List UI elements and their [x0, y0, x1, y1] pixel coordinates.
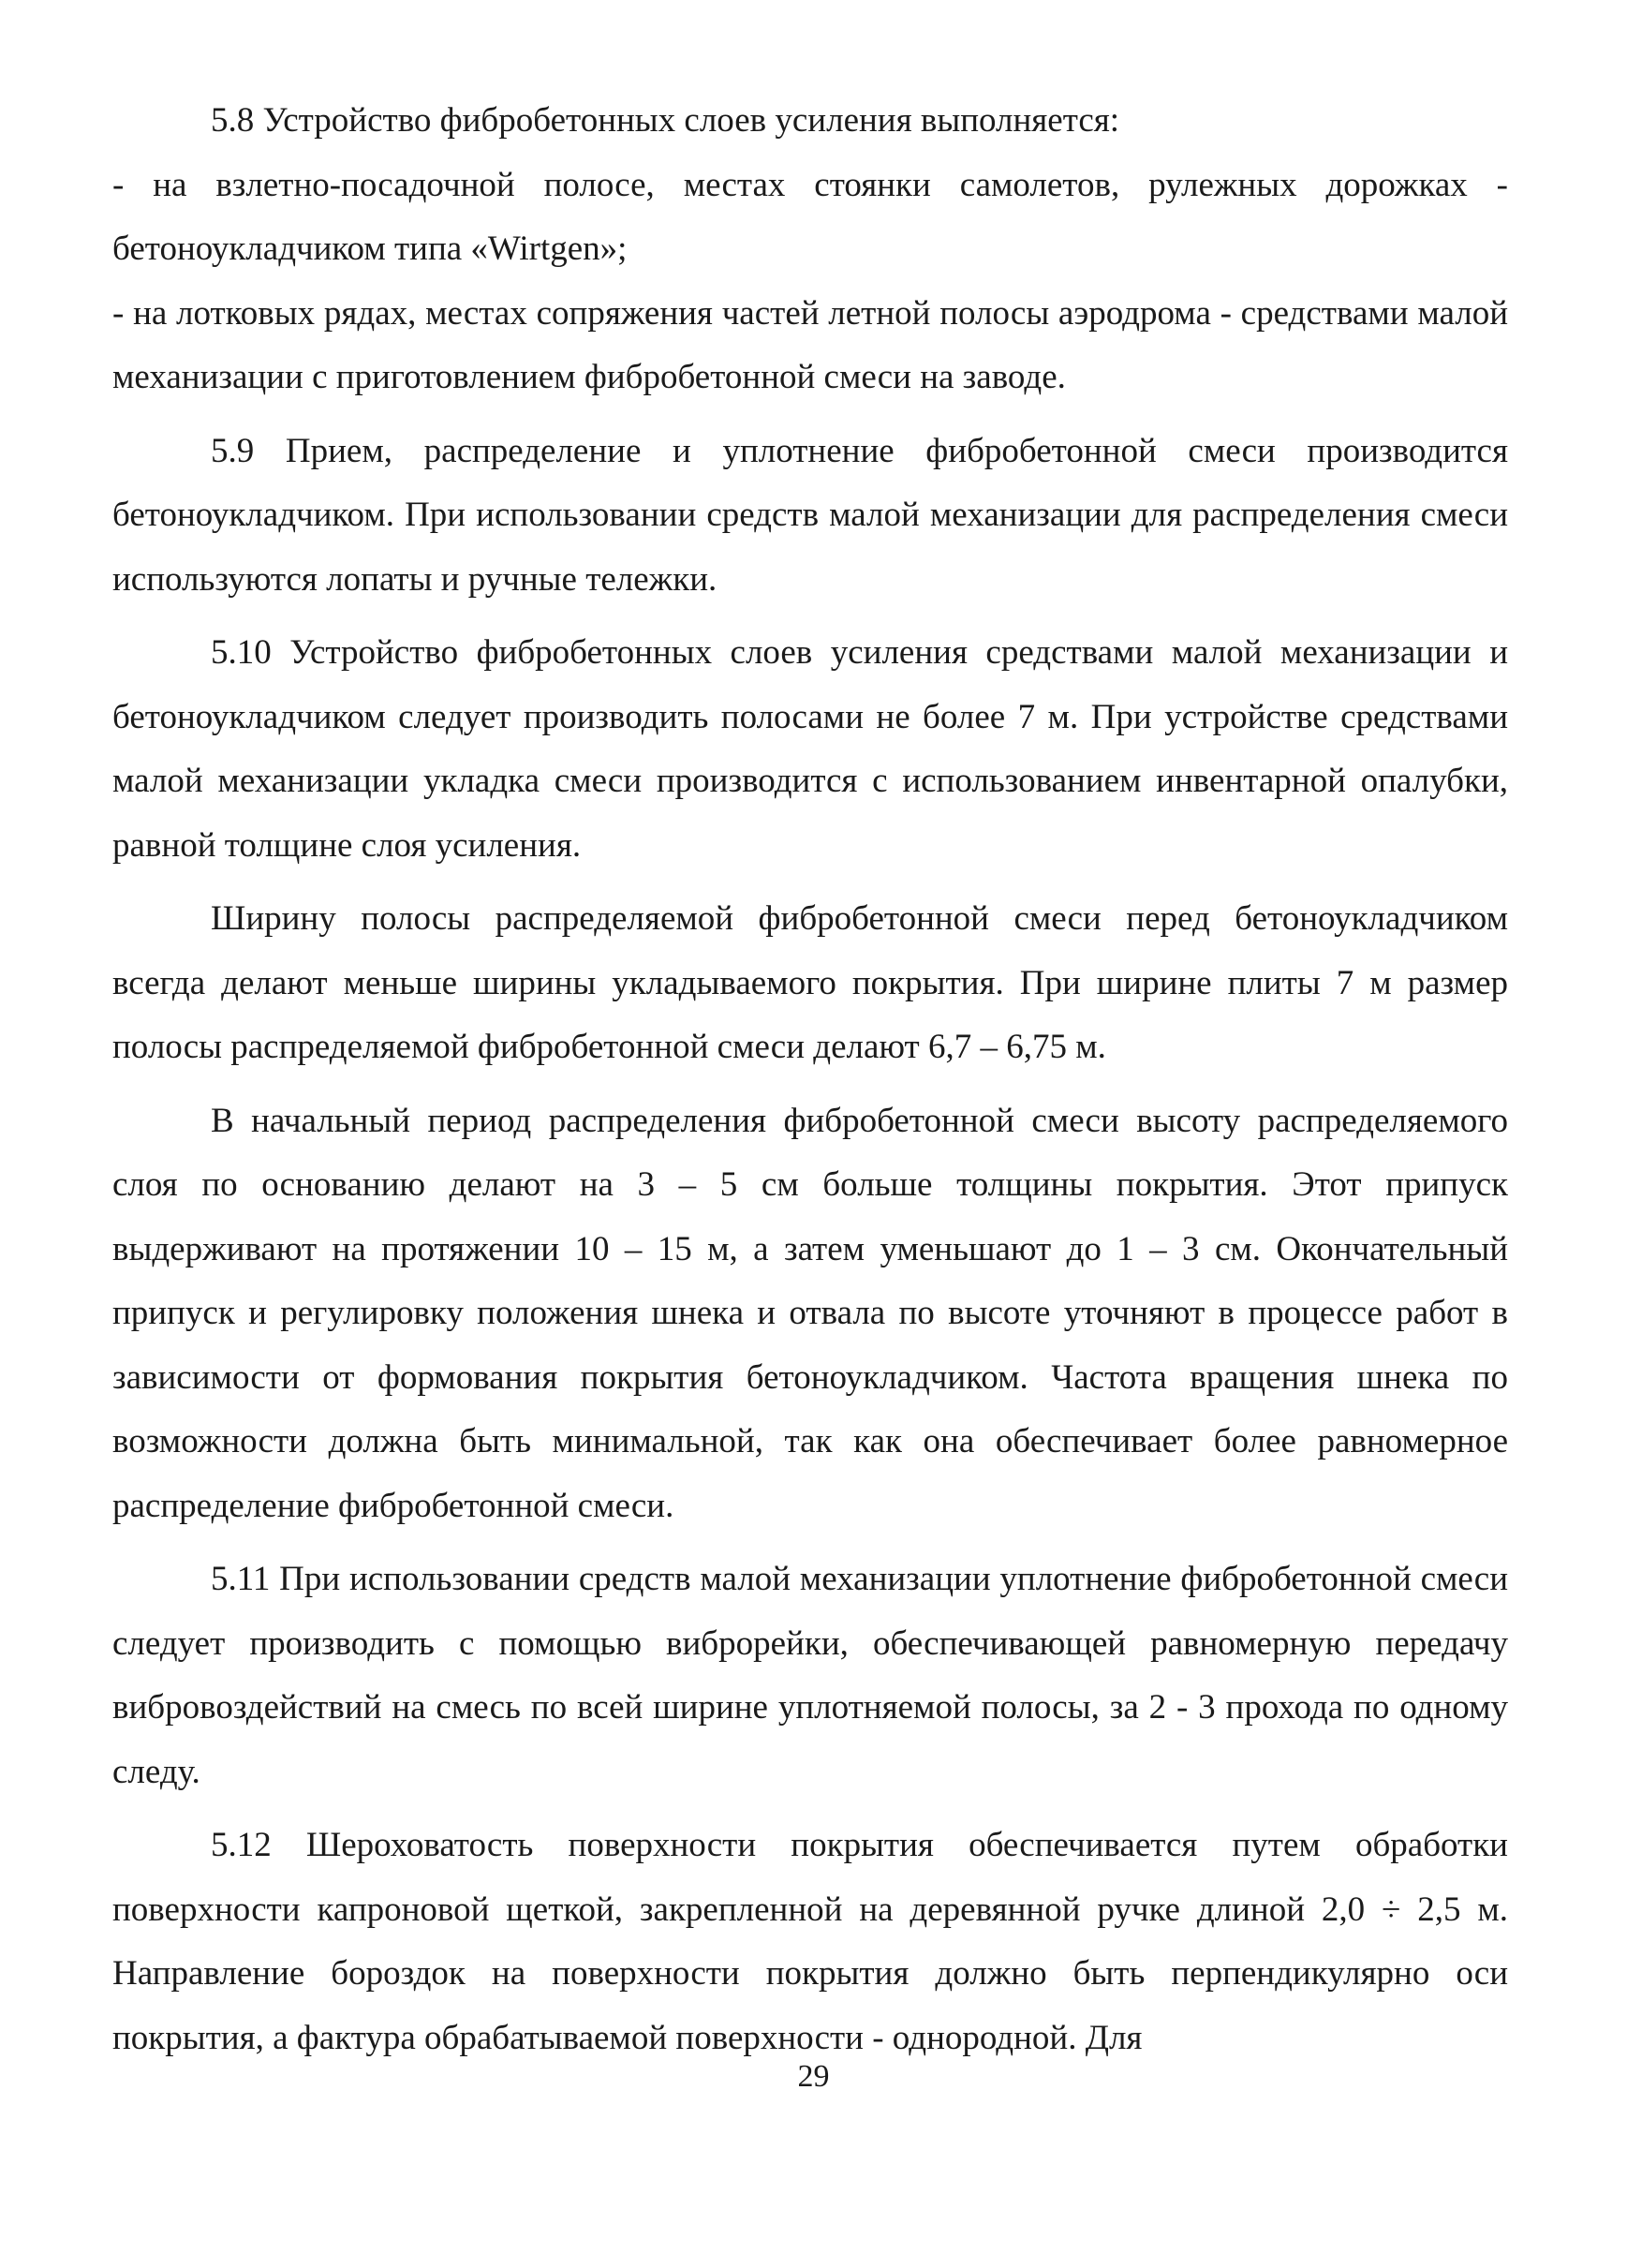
list-item-tray-rows: - на лотковых рядах, местах сопряжения частей летной полосы аэродрома - средствами малой механизации с приготовлением фибробетонной смеси на заводе. — [112, 293, 1508, 396]
paragraph-5-9: 5.9 Прием, распределение и уплотнение фибробетонной смеси производится бетоноукладчиком. При использовании средств малой механизации для распределения смеси используются лопаты и ручные тележки. — [112, 431, 1508, 599]
paragraph-5-10: 5.10 Устройство фибробетонных слоев усиления средствами малой механизации и бетоноукладчиком следует производить полосами не более 7 м. При устройстве средствами малой механизации укладка смеси производится с использованием инвентарной опалубки, равной толщине слоя усиления. — [112, 633, 1508, 865]
paragraph-5-11: 5.11 При использовании средств малой механизации уплотнение фибробетонной смеси следует производить с помощью виброрейки, обеспечивающей равномерную передачу вибровоздействий на смесь по всей ширине уплотняемой полосы, за 2 - 3 прохода по одному следу. — [112, 1560, 1508, 1791]
document-body — [112, 89, 1508, 2070]
paragraph-initial-period: В начальный период распределения фибробетонной смеси высоту распределяемого слоя по основанию делают на 3 – 5 см больше толщины покрытия. Этот припуск выдерживают на протяжении 10 – 15 м, а затем уменьшают до 1 – 3 см. Окончательный припуск и регулировку положения шнека и отвала по высоте уточняют в процессе работ в зависимости от формования покрытия бетоноукладчиком. Частота вращения шнека по возможности должна быть минимальной, так как она обеспечивает более равномерное распределение фибробетонной смеси. — [112, 1101, 1508, 1525]
paragraph-5-8-heading: 5.8 Устройство фибробетонных слоев усиления выполняется: — [211, 101, 1120, 140]
list-item-runway: - на взлетно-посадочной полосе, местах стоянки самолетов, рулежных дорожках - бетоноукладчиком типа «Wirtgen»; — [112, 165, 1508, 268]
page-number: 29 — [797, 2059, 830, 2094]
paragraph-strip-width: Ширину полосы распределяемой фибробетонной смеси перед бетоноукладчиком всегда делают меньше ширины укладываемого покрытия. При ширине плиты 7 м размер полосы распределяемой фибробетонной смеси делают 6,7 – 6,75 м. — [112, 899, 1508, 1066]
paragraph-5-12: 5.12 Шероховатость поверхности покрытия обеспечивается путем обработки поверхности капроновой щеткой, закрепленной на деревянной ручке длиной 2,0 ÷ 2,5 м. Направление бороздок на поверхности покрытия должно быть перпендикулярно оси покрытия, а фактура обрабатываемой поверхности - однородной. Для — [112, 1826, 1508, 2057]
